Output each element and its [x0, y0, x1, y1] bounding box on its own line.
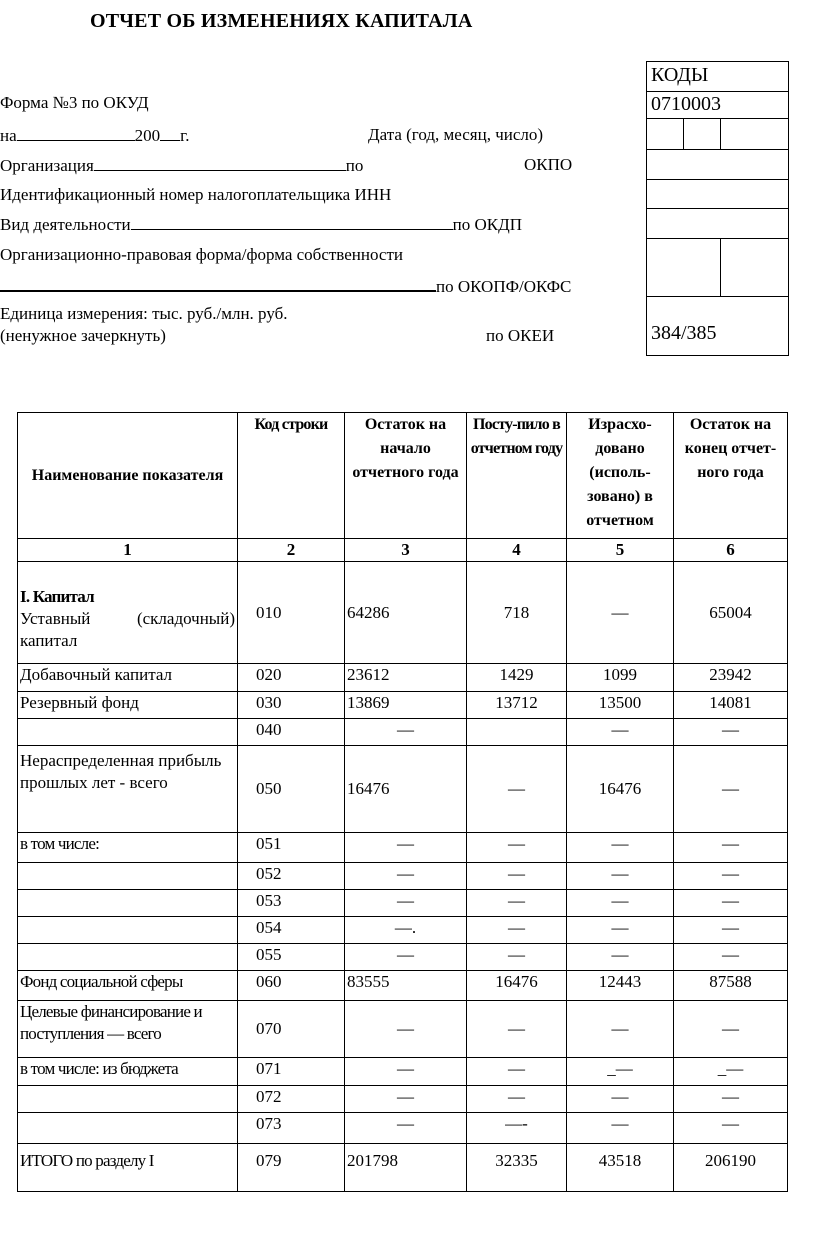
row-value-4: — [467, 944, 567, 971]
strike-note: (ненужное зачеркнуть) [0, 326, 166, 345]
row-value-6: _— [674, 1058, 788, 1086]
activity-blank[interactable] [131, 214, 453, 230]
row-name [18, 1144, 238, 1192]
row-code: 010 [238, 562, 345, 664]
row-code: 054 [238, 917, 345, 944]
codes-title: КОДЫ [651, 64, 709, 86]
row-value-4 [467, 719, 567, 746]
row-code: 070 [238, 1001, 345, 1058]
row-name [18, 833, 238, 863]
column-numbers-row [18, 539, 788, 562]
row-value-4: —- [467, 1113, 567, 1144]
okei-label: по ОКЕИ [486, 326, 555, 345]
table-row [18, 890, 788, 917]
row-value-3: — [345, 719, 467, 746]
row-name [18, 863, 238, 890]
row-name-text: ИТОГО по разделу I [20, 1151, 154, 1170]
activity-label: Вид деятельности [0, 215, 131, 234]
capital-changes-table [17, 412, 788, 1192]
row-value-4: 718 [467, 562, 567, 664]
row-name [18, 692, 238, 719]
col-header-received: Посту-пило в отчетном году [467, 413, 567, 539]
date-prefix: на [0, 126, 17, 145]
row-value-3: — [345, 833, 467, 863]
legal-form-blank[interactable] [0, 275, 436, 292]
row-name [18, 664, 238, 692]
row-name-text: Фонд социальной сферы [20, 972, 183, 991]
okopf-line [0, 275, 571, 297]
row-value-6: — [674, 746, 788, 833]
row-name-text: Резервный фонд [20, 693, 139, 712]
row-code: 020 [238, 664, 345, 692]
row-value-6: — [674, 863, 788, 890]
row-value-6: — [674, 1086, 788, 1113]
row-value-3: —. [345, 917, 467, 944]
row-name [18, 746, 238, 833]
row-name-text: Уставный (складочный) капитал [20, 609, 235, 650]
row-name-text: Целевые финансирование и поступления — всего [20, 1002, 202, 1043]
row-value-4: 13712 [467, 692, 567, 719]
table-row [18, 746, 788, 833]
row-code: 052 [238, 863, 345, 890]
row-value-3: 83555 [345, 971, 467, 1001]
row-code: 050 [238, 746, 345, 833]
row-value-4: 16476 [467, 971, 567, 1001]
row-name [18, 1086, 238, 1113]
row-value-5: 1099 [567, 664, 674, 692]
table-row [18, 944, 788, 971]
year-blank[interactable] [160, 125, 180, 141]
row-value-3: — [345, 1058, 467, 1086]
col-number: 2 [238, 539, 345, 562]
okei-code: 384/385 [651, 322, 717, 344]
row-value-5: — [567, 833, 674, 863]
table-row [18, 917, 788, 944]
activity-line [0, 214, 522, 235]
row-value-6: — [674, 1001, 788, 1058]
row-code: 071 [238, 1058, 345, 1086]
row-value-6: — [674, 917, 788, 944]
table-row [18, 1113, 788, 1144]
org-blank[interactable] [94, 155, 346, 171]
table-row [18, 562, 788, 664]
row-value-6: 23942 [674, 664, 788, 692]
table-row [18, 833, 788, 863]
row-code: 053 [238, 890, 345, 917]
row-value-5: — [567, 1086, 674, 1113]
col-number: 3 [345, 539, 467, 562]
row-value-3: 201798 [345, 1144, 467, 1192]
row-value-3: 23612 [345, 664, 467, 692]
row-value-4: 32335 [467, 1144, 567, 1192]
col-header-name: Наименование показателя [18, 413, 238, 539]
inn-line: Идентификационный номер налогоплательщика ИНН [0, 185, 392, 204]
row-value-3: — [345, 1001, 467, 1058]
row-value-3: — [345, 944, 467, 971]
row-value-3: — [345, 890, 467, 917]
row-value-5: 43518 [567, 1144, 674, 1192]
col-header-code: Код строки [238, 413, 345, 539]
col-header-start: Остаток на начало отчетного года [345, 413, 467, 539]
table-row [18, 719, 788, 746]
row-value-3: 16476 [345, 746, 467, 833]
row-name [18, 1113, 238, 1144]
row-code: 055 [238, 944, 345, 971]
row-value-5: _— [567, 1058, 674, 1086]
row-value-3: — [345, 1113, 467, 1144]
codes-box [646, 61, 789, 356]
okud-code: 0710003 [651, 93, 721, 115]
row-value-4: — [467, 746, 567, 833]
row-value-5: — [567, 863, 674, 890]
col-header-spent: Израсхо-довано (исполь-зовано) в отчетном [567, 413, 674, 539]
report-title: ОТЧЕТ ОБ ИЗМЕНЕНИЯХ КАПИТАЛА [90, 10, 473, 32]
row-code: 040 [238, 719, 345, 746]
org-line [0, 155, 363, 176]
row-value-6: 87588 [674, 971, 788, 1001]
row-name-text: Нераспределенная прибыль прошлых лет - всего [20, 751, 222, 792]
row-name [18, 890, 238, 917]
row-value-5: — [567, 944, 674, 971]
row-value-5: 12443 [567, 971, 674, 1001]
okopf-label: по ОКОПФ/ОКФС [436, 277, 572, 296]
row-value-6: 206190 [674, 1144, 788, 1192]
col-number: 4 [467, 539, 567, 562]
row-value-4: — [467, 1058, 567, 1086]
row-value-6: 65004 [674, 562, 788, 664]
org-label: Организация [0, 156, 94, 175]
form-line: Форма №3 по ОКУД [0, 93, 149, 112]
row-value-4: — [467, 863, 567, 890]
row-value-5: — [567, 1001, 674, 1058]
row-code: 051 [238, 833, 345, 863]
row-name-text: в том числе: из бюджета [20, 1059, 178, 1078]
row-value-4: — [467, 1086, 567, 1113]
org-po: по [345, 156, 364, 175]
row-value-4: — [467, 1001, 567, 1058]
table-row [18, 863, 788, 890]
row-value-6: — [674, 833, 788, 863]
date-blank[interactable] [17, 125, 135, 141]
date-line [0, 125, 189, 146]
date-label: Дата (год, месяц, число) [368, 125, 544, 144]
table-row [18, 1086, 788, 1113]
row-value-3: 13869 [345, 692, 467, 719]
row-value-4: — [467, 917, 567, 944]
row-code: 060 [238, 971, 345, 1001]
col-number: 1 [18, 539, 238, 562]
table-row [18, 1001, 788, 1058]
row-value-5: — [567, 562, 674, 664]
row-value-6: — [674, 719, 788, 746]
row-value-5: — [567, 917, 674, 944]
row-code: 079 [238, 1144, 345, 1192]
row-value-3: 64286 [345, 562, 467, 664]
row-name [18, 944, 238, 971]
row-name-text: в том числе: [20, 834, 100, 853]
row-name [18, 719, 238, 746]
row-value-5: — [567, 890, 674, 917]
okpo-label: ОКПО [524, 155, 573, 174]
row-value-5: — [567, 1113, 674, 1144]
date-suffix: г. [180, 126, 190, 145]
row-name [18, 1001, 238, 1058]
section-title: I. Капитал [20, 587, 94, 606]
row-name [18, 562, 238, 664]
row-name [18, 971, 238, 1001]
table-row [18, 971, 788, 1001]
row-name-text: Добавочный капитал [20, 665, 173, 684]
row-code: 072 [238, 1086, 345, 1113]
col-number: 5 [567, 539, 674, 562]
table-row [18, 692, 788, 719]
row-code: 073 [238, 1113, 345, 1144]
table-row [18, 1058, 788, 1086]
table-row [18, 1144, 788, 1192]
date-year: 200 [134, 126, 161, 145]
row-name [18, 1058, 238, 1086]
col-header-end: Остаток на конец отчет-ного года [674, 413, 788, 539]
row-value-5: — [567, 719, 674, 746]
row-value-6: — [674, 944, 788, 971]
row-value-6: 14081 [674, 692, 788, 719]
row-value-5: 16476 [567, 746, 674, 833]
row-code: 030 [238, 692, 345, 719]
unit-line: Единица измерения: тыс. руб./млн. руб. [0, 304, 288, 323]
row-value-6: — [674, 1113, 788, 1144]
col-number: 6 [674, 539, 788, 562]
table-row [18, 664, 788, 692]
row-value-5: 13500 [567, 692, 674, 719]
row-value-4: — [467, 833, 567, 863]
legal-form-line: Организационно-правовая форма/форма собственности [0, 245, 403, 264]
row-value-4: 1429 [467, 664, 567, 692]
row-value-3: — [345, 863, 467, 890]
okdp-label: по ОКДП [452, 215, 522, 234]
row-value-6: — [674, 890, 788, 917]
row-value-4: — [467, 890, 567, 917]
row-value-3: — [345, 1086, 467, 1113]
row-name [18, 917, 238, 944]
